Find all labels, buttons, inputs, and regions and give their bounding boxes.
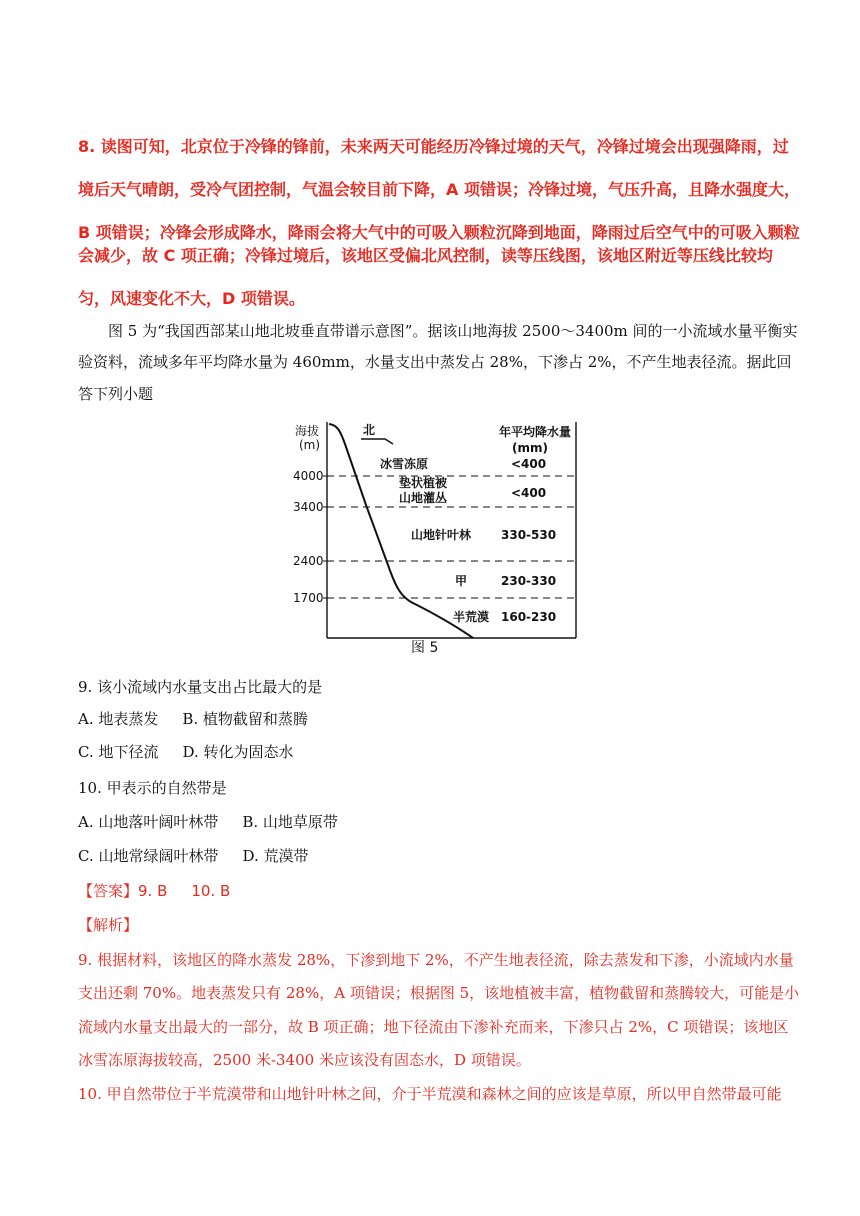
- q9-options-cd: [78, 741, 294, 762]
- explanation-8-line-1: 8. 读图可知，北京位于冷锋的锋前，未来两天可能经历冷锋过境的天气，冷锋过境会出现强降雨，过: [78, 137, 789, 156]
- precip-semi-desert: 160-230: [501, 610, 557, 624]
- explanation-8-line-5: 匀，风速变化不大，D 项错误。: [78, 289, 305, 308]
- tick-4000: 4000: [293, 469, 324, 483]
- analysis-line-3: 流域内水量支出最大的一部分，故 B 项正确；地下径流由下渗补充而来，下渗只占 2%，C 项错误；该地区: [78, 1018, 789, 1036]
- explanation-8-line-3: B 项错误；冷锋会形成降水，降雨会将大气中的可吸入颗粒沉降到地面，降雨过后空气中的可吸入颗粒: [78, 223, 800, 242]
- intro-line-2: 验资料，流域多年平均降水量为 460mm，水量支出中蒸发占 28%，下渗占 2%，不产生地表径流。据此回: [78, 353, 792, 371]
- q9-stem: 9. 该小流域内水量支出占比最大的是: [78, 678, 323, 696]
- precip-header-unit: (mm): [512, 441, 548, 455]
- precip-coniferous: 330-530: [501, 528, 557, 542]
- direction-arrow-icon: [361, 439, 393, 444]
- tick-2400: 2400: [293, 554, 324, 568]
- precip-jia: 230-330: [501, 574, 557, 588]
- tick-3400: 3400: [293, 500, 324, 514]
- q10-option-b[interactable]: B. 山地草原带: [242, 813, 338, 831]
- analysis-line-4: 冰雪冻原海拔较高，2500 米-3400 米应该没有固态水，D 项错误。: [78, 1051, 531, 1069]
- answer-9: 9. B: [138, 882, 168, 900]
- zone-cushion-vegetation: 垫状植被: [399, 476, 448, 490]
- analysis-line-5: 10. 甲自然带位于半荒漠带和山地针叶林之间，介于半荒漠和森林之间的应该是草原，所以甲自然带最可能: [78, 1085, 782, 1103]
- answer-10: 10. B: [191, 882, 231, 900]
- intro-line-3: 答下列小题: [78, 385, 154, 403]
- y-label-elevation: 海拔: [295, 424, 320, 438]
- intro-line-1: 图 5 为“我国西部某山地北坡垂直带谱示意图”。据该山地海拔 2500～3400m 间的一小流域水量平衡实: [108, 322, 798, 340]
- q9-option-a[interactable]: A. 地表蒸发: [78, 710, 159, 728]
- precip-ice-tundra: <400: [511, 457, 547, 471]
- zone-jia: 甲: [455, 574, 468, 588]
- vertical-zone-diagram: [293, 410, 583, 655]
- answer-label: 【答案】: [78, 882, 139, 900]
- analysis-label: 【解析】: [78, 916, 139, 934]
- q9-option-c[interactable]: C. 地下径流: [78, 743, 159, 761]
- q10-options-ab: [78, 811, 338, 832]
- q10-option-a[interactable]: A. 山地落叶阔叶林带: [78, 813, 219, 831]
- q9-options-ab: [78, 708, 308, 729]
- q9-option-d[interactable]: D. 转化为固态水: [182, 743, 294, 761]
- q10-options-cd: [78, 845, 309, 866]
- q9-option-b[interactable]: B. 植物截留和蒸腾: [182, 710, 308, 728]
- figure-5: [293, 410, 583, 655]
- direction-label: 北: [363, 423, 376, 437]
- q10-stem: 10. 甲表示的自然带是: [78, 779, 227, 797]
- analysis-line-2: 支出还剩 70%。地表蒸发只有 28%，A 项错误；根据图 5，该地植被丰富，植物截留和蒸腾较大，可能是小: [78, 984, 800, 1002]
- answer-line: [78, 880, 230, 901]
- q10-option-d[interactable]: D. 荒漠带: [242, 847, 309, 865]
- explanation-8-line-2: 境后天气晴朗，受冷气团控制，气温会较目前下降，A 项错误；冷锋过境，气压升高，且降水强度大，: [78, 180, 800, 199]
- zone-mountain-shrub: 山地灌丛: [399, 491, 448, 505]
- precip-shrub: <400: [511, 486, 547, 500]
- y-label-unit: (m): [299, 438, 321, 452]
- tick-1700: 1700: [293, 591, 324, 605]
- zone-semi-desert: 半荒漠: [453, 610, 490, 624]
- q10-option-c[interactable]: C. 山地常绿阔叶林带: [78, 847, 219, 865]
- zone-coniferous-forest: 山地针叶林: [411, 528, 472, 542]
- zone-ice-tundra: 冰雪冻原: [380, 457, 429, 471]
- figure-caption: 图 5: [411, 640, 439, 655]
- explanation-8-line-4: 会减少，故 C 项正确；冷锋过境后，该地区受偏北风控制，读等压线图，该地区附近等压线比较均: [78, 246, 773, 265]
- precip-header: 年平均降水量: [499, 425, 572, 439]
- analysis-line-1: 9. 根据材料，该地区的降水蒸发 28%，下渗到地下 2%，不产生地表径流，除去蒸发和下渗，小流域内水量: [78, 951, 794, 969]
